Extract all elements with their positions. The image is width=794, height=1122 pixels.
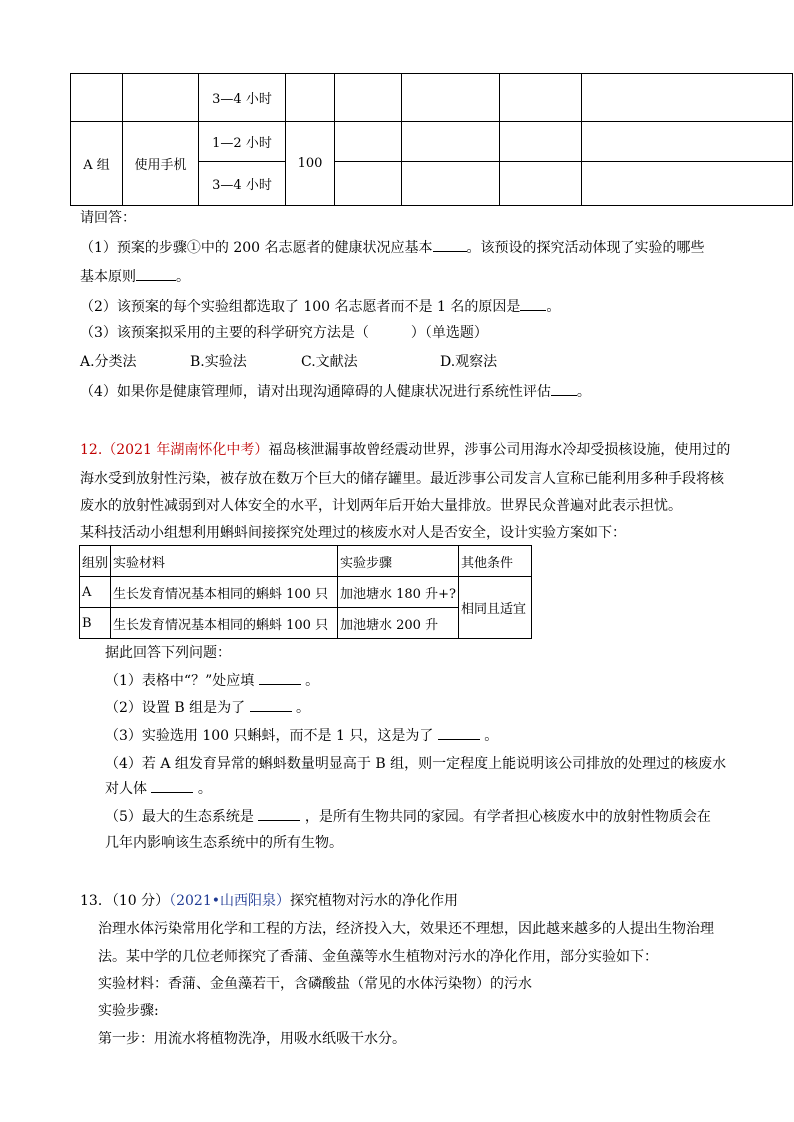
q11-l1c: 基本原则 — [80, 269, 136, 285]
q12-sub5 — [105, 806, 711, 826]
question-source: （2021•山西阳泉） — [169, 893, 290, 909]
q13-p5: 第一步：用流水将植物洗净，用吸水纸吸干水分。 — [98, 1031, 406, 1047]
answer-blank — [258, 806, 300, 821]
answer-blank — [151, 778, 193, 793]
table-cell-group: A 组 — [71, 122, 123, 206]
q12-sub4-cont — [105, 778, 212, 798]
q12-sub5-cont: 几年内影响该生态系统中的所有生物。 — [105, 835, 343, 851]
table-cell — [335, 74, 402, 122]
q12-q4b: 对人体 — [105, 781, 147, 797]
q12-sub3 — [105, 725, 498, 745]
table-cell: 3—4 小时 — [199, 74, 286, 122]
q12-p4: 某科技活动小组想利用蝌蚪间接探究处理过的核废水对人是否安全，设计实验方案如下： — [80, 525, 626, 541]
table-cell — [402, 122, 500, 162]
q11-l1b: 。该预设的探究活动体现了实验的哪些 — [466, 240, 705, 256]
q11-options — [80, 351, 540, 371]
tadpole-experiment-table — [79, 545, 532, 639]
table-cell — [402, 162, 500, 206]
table-cell-method: 使用手机 — [123, 122, 199, 206]
table-cell — [500, 74, 582, 122]
answer-blank — [136, 266, 176, 281]
q13-heading — [80, 890, 458, 910]
table-cell: 加池塘水 180 升+? — [338, 577, 459, 608]
option-c: C.文献法 — [301, 354, 358, 370]
q11-l1d: 。 — [176, 269, 190, 285]
option-b: B.实验法 — [190, 354, 247, 370]
q12-sub4: （4）若 A 组发育异常的蝌蚪数量明显高于 B 组，则一定程度上能说明该公司排放的处理过的核废水 — [105, 756, 727, 772]
table-cell — [71, 74, 123, 122]
q12-q2a: （2）设置 B 组是为了 — [105, 700, 246, 716]
q11-line1-cont — [80, 266, 190, 286]
table-header: 实验材料 — [111, 546, 338, 577]
table-cell: 生长发育情况基本相同的蝌蚪 100 只 — [111, 608, 338, 639]
table-cell: A — [80, 577, 111, 608]
table-cell — [402, 74, 500, 122]
answer-blank — [433, 237, 467, 252]
question-number: 12. — [80, 442, 103, 458]
table-cell — [500, 122, 582, 162]
q11-prompt: 请回答： — [80, 210, 136, 226]
q12-q1b: 。 — [305, 673, 320, 689]
table-cell — [500, 162, 582, 206]
table-cell — [286, 74, 335, 122]
q11-line1 — [80, 237, 705, 257]
answer-blank — [551, 381, 577, 396]
q13-p3: 实验材料：香蒲、金鱼藻若干，含磷酸盐（常见的水体污染物）的污水 — [98, 976, 532, 992]
table-header: 组别 — [80, 546, 111, 577]
answer-blank — [520, 296, 546, 311]
q12-q5a: （5）最大的生态系统是 — [105, 809, 254, 825]
q12-q4c: 。 — [197, 781, 212, 797]
option-a: A.分类法 — [80, 354, 137, 370]
q12-prompt: 据此回答下列问题： — [105, 645, 231, 661]
q13-p4: 实验步骤: — [98, 1003, 159, 1019]
q12-p3: 废水的放射性减弱到对人体安全的水平，计划两年后开始大量排放。世界民众普遍对此表示担忧。 — [80, 498, 682, 514]
q12-q5b: ，是所有生物共同的家园。有学者担心核废水中的放射性物质会在 — [304, 809, 711, 825]
q12-line1 — [80, 439, 730, 459]
option-d: D.观察法 — [440, 354, 498, 370]
q11-line3: （3）该预案拟采用的主要的科学研究方法是（ ）（单选题） — [80, 325, 488, 341]
q13-p2: 法。某中学的几位老师探究了香蒲、金鱼藻等水生植物对污水的净化作用，部分实验如下： — [98, 949, 658, 965]
q11-l1a: （1）预案的步骤①中的 200 名志愿者的健康状况应基本 — [80, 240, 433, 256]
table-cell-duration: 1—2 小时 — [199, 122, 286, 162]
table-cell — [335, 162, 402, 206]
table-cell: 生长发育情况基本相同的蝌蚪 100 只 — [111, 577, 338, 608]
q12-sub1 — [105, 670, 319, 690]
table-cell-duration: 3—4 小时 — [199, 162, 286, 206]
q11-line2 — [80, 296, 560, 316]
q12-p2: 海水受到放射性污染，被存放在数万个巨大的储存罐里。最近涉事公司发言人宣称已能利用多种手段将核 — [80, 471, 724, 487]
q11-line4 — [80, 381, 591, 401]
q11-l4b: 。 — [576, 384, 591, 400]
q12-sub2 — [105, 697, 310, 717]
q12-q1a: （1）表格中“？”处应填 — [105, 673, 255, 689]
table-cell — [123, 74, 199, 122]
q11-l2a: （2）该预案的每个实验组都选取了 100 名志愿者而不是 1 名的原因是 — [80, 299, 521, 315]
table-cell-merged: 相同且适宜 — [459, 577, 532, 639]
table-cell: 加池塘水 200 升 — [338, 608, 459, 639]
answer-blank — [259, 670, 301, 685]
table-header: 其他条件 — [459, 546, 532, 577]
question-source: （2021 年湖南怀化中考） — [102, 442, 269, 458]
q12-q3a: （3）实验选用 100 只蝌蚪，而不是 1 只，这是为了 — [105, 728, 434, 744]
q11-l2b: 。 — [546, 299, 561, 315]
q11-l4a: （4）如果你是健康管理师，请对出现沟通障碍的人健康状况进行系统性评估 — [80, 384, 551, 400]
table-cell — [582, 162, 793, 206]
q12-p1: 福岛核泄漏事故曾经震动世界，涉事公司用海水冷却受损核设施，使用过的 — [268, 442, 731, 458]
table-cell — [335, 122, 402, 162]
table-cell — [582, 74, 793, 122]
q12-q3b: 。 — [484, 728, 499, 744]
table-cell — [582, 122, 793, 162]
q12-q2b: 。 — [296, 700, 311, 716]
table-cell: B — [80, 608, 111, 639]
experiment-table-continued — [70, 73, 793, 206]
answer-blank — [250, 697, 292, 712]
table-header: 实验步骤 — [338, 546, 459, 577]
q13-p1: 治理水体污染常用化学和工程的方法，经济投入大，效果还不理想，因此越来越多的人提出生物治理 — [98, 921, 714, 937]
table-cell-count: 100 — [286, 122, 335, 206]
answer-blank — [438, 725, 480, 740]
q13-title: 探究植物对污水的净化作用 — [289, 893, 458, 909]
question-number: 13．（10 分） — [80, 893, 170, 909]
